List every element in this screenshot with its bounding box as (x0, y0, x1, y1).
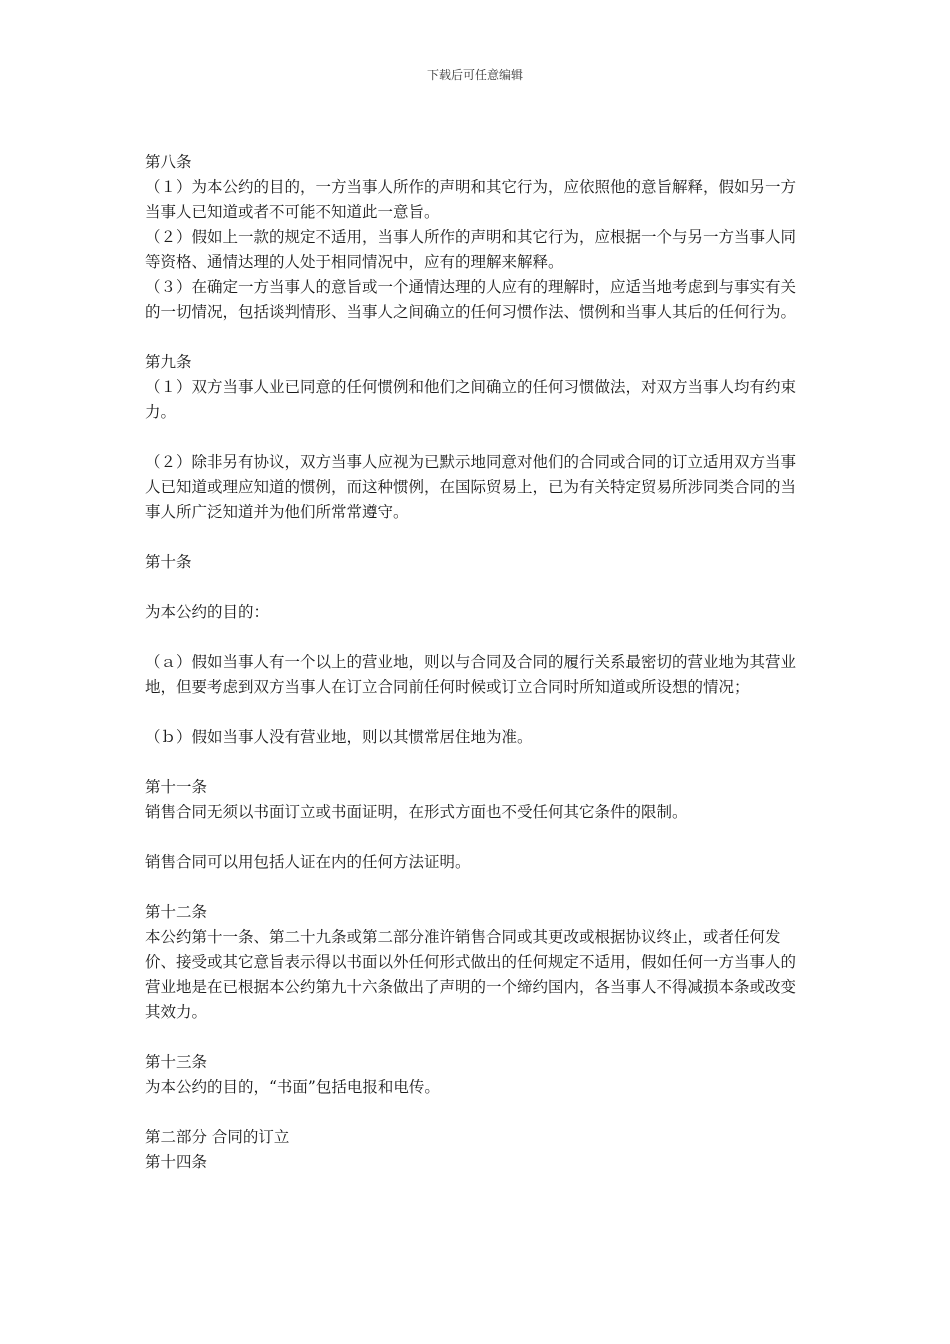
part-2-title: 第二部分 合同的订立 (145, 1128, 290, 1146)
article-10-para-b: （ｂ）假如当事人没有营业地，则以其惯常居住地为准。 (145, 728, 533, 746)
article-11-title: 第十一条 (145, 778, 208, 796)
article-9-title: 第九条 (145, 353, 192, 371)
page-header: 下载后可任意编辑 (426, 68, 523, 82)
article-12-title: 第十二条 (145, 903, 208, 921)
article-13-title: 第十三条 (145, 1053, 208, 1071)
article-13-para-1: 为本公约的目的，“书面”包括电报和电传。 (145, 1078, 440, 1096)
article-9-para-1: （１）双方当事人业已同意的任何惯例和他们之间确立的任何习惯做法，对双方当事人均有约束力。 (145, 378, 797, 421)
article-8-title: 第八条 (145, 153, 192, 171)
article-12-para-1: 本公约第十一条、第二十九条或第二部分准许销售合同或其更改或根据协议终止，或者任何发价、接受或其它意旨表示得以书面以外任何形式做出的任何规定不适用，假如任何一方当事人的营业地是在已根据本公约第九十六条做出了声明的一个缔约国内，各当事人不得减损本条或改变其效力。 (145, 928, 797, 1021)
article-14-title: 第十四条 (145, 1153, 208, 1171)
article-8-para-1: （１）为本公约的目的，一方当事人所作的声明和其它行为，应依照他的意旨解释，假如另一方当事人已知道或者不可能不知道此一意旨。 (145, 178, 797, 221)
document-body (145, 150, 810, 1175)
article-10-title: 第十条 (145, 553, 192, 571)
article-9-para-2: （２）除非另有协议，双方当事人应视为已默示地同意对他们的合同或合同的订立适用双方当事人已知道或理应知道的惯例，而这种惯例，在国际贸易上，已为有关特定贸易所涉同类合同的当事人所广泛知道并为他们所常常遵守。 (145, 453, 797, 521)
article-11-para-2: 销售合同可以用包括人证在内的任何方法证明。 (145, 853, 471, 871)
article-11-para-1: 销售合同无须以书面订立或书面证明，在形式方面也不受任何其它条件的限制。 (145, 803, 688, 821)
article-10-intro: 为本公约的目的： (145, 603, 270, 621)
article-8-para-3: （３）在确定一方当事人的意旨或一个通情达理的人应有的理解时，应适当地考虑到与事实有关的一切情况，包括谈判情形、当事人之间确立的任何习惯作法、惯例和当事人其后的任何行为。 (145, 278, 797, 321)
article-8-para-2: （２）假如上一款的规定不适用，当事人所作的声明和其它行为，应根据一个与另一方当事人同等资格、通情达理的人处于相同情况中，应有的理解来解释。 (145, 228, 797, 271)
article-10-para-a: （ａ）假如当事人有一个以上的营业地，则以与合同及合同的履行关系最密切的营业地为其营业地，但要考虑到双方当事人在订立合同前任何时候或订立合同时所知道或所设想的情况； (145, 653, 797, 696)
